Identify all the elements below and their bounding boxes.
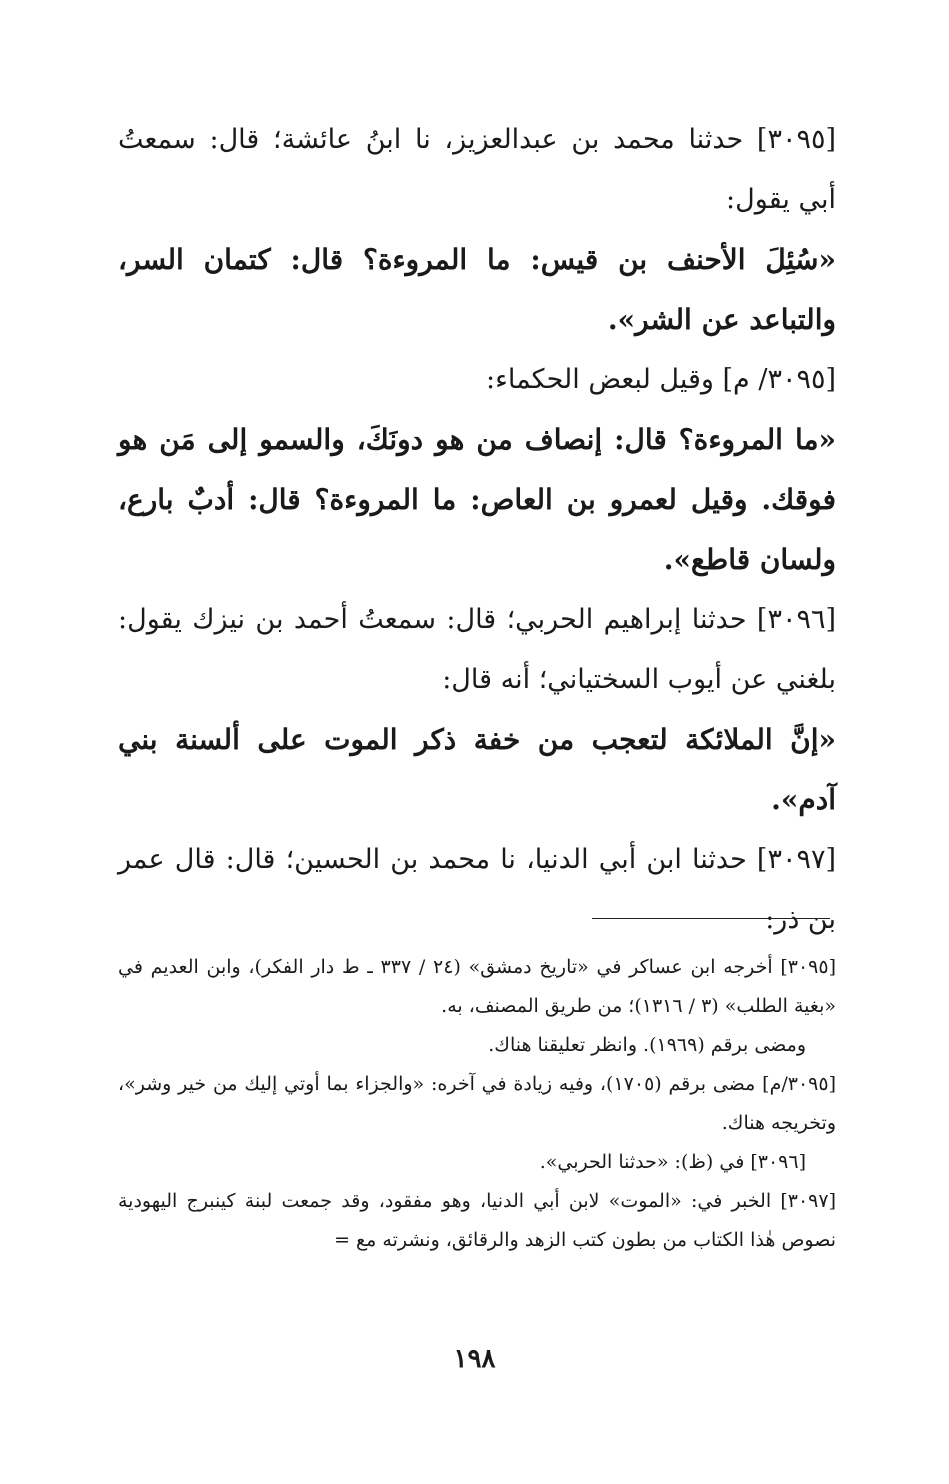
- paragraph-3096: [٣٠٩٦] حدثنا إبراهيم الحربي؛ قال: سمعتُ أحمد بن نيزك يقول: بلغني عن أيوب السختياني؛ أنه قال:: [118, 604, 836, 695]
- quote-3095m: «ما المروءة؟ قال: إنصاف من هو دونَكَ، والسمو إلى مَن هو فوقك. وقيل لعمرو بن العاص: ما المروءة؟ قال: أدبٌ بارع، ولسان قاطع».: [118, 423, 837, 576]
- footnotes: [118, 948, 836, 1260]
- footnote-3095-cont: ومضى برقم (١٩٦٩). وانظر تعليقنا هناك.: [488, 1034, 806, 1056]
- paragraph-3095m: [٣٠٩٥/ م] وقيل لبعض الحكماء:: [486, 364, 836, 395]
- quote-3096: «إنَّ الملائكة لتعجب من خفة ذكر الموت على ألسنة بني آدم».: [118, 723, 836, 816]
- paragraph-3095: [٣٠٩٥] حدثنا محمد بن عبدالعزيز، نا ابنُ عائشة؛ قال: سمعتُ أبي يقول:: [118, 124, 836, 215]
- main-text: [118, 110, 836, 950]
- footnote-divider: [592, 918, 830, 919]
- footnote-3096: [٣٠٩٦] في (ظ): «حدثنا الحربي».: [539, 1151, 806, 1173]
- footnote-3095m: [٣٠٩٥/م] مضى برقم (١٧٠٥)، وفيه زيادة في آخره: «والجزاء بما أوتي إليك من خير وشر»، وتخريجه هناك.: [118, 1073, 836, 1134]
- footnote-3097: [٣٠٩٧] الخبر في: «الموت» لابن أبي الدنيا، وهو مفقود، وقد جمعت لبنة كينبرج اليهودية نصوص هٰذا الكتاب من بطون كتب الزهد والرقائق، ونشرته مع =: [118, 1190, 836, 1251]
- page-number: ١٩٨: [453, 1344, 496, 1374]
- quote-3095: «سُئِلَ الأحنف بن قيس: ما المروءة؟ قال: كتمان السر، والتباعد عن الشر».: [118, 243, 836, 336]
- paragraph-3097: [٣٠٩٧] حدثنا ابن أبي الدنيا، نا محمد بن الحسين؛ قال: قال عمر بن ذر:: [118, 844, 836, 935]
- footnote-3095: [٣٠٩٥] أخرجه ابن عساكر في «تاريخ دمشق» (٢٤ / ٣٣٧ ـ ط دار الفكر)، وابن العديم في «بغية الطلب» (٣ / ١٣١٦)؛ من طريق المصنف، به.: [118, 956, 837, 1017]
